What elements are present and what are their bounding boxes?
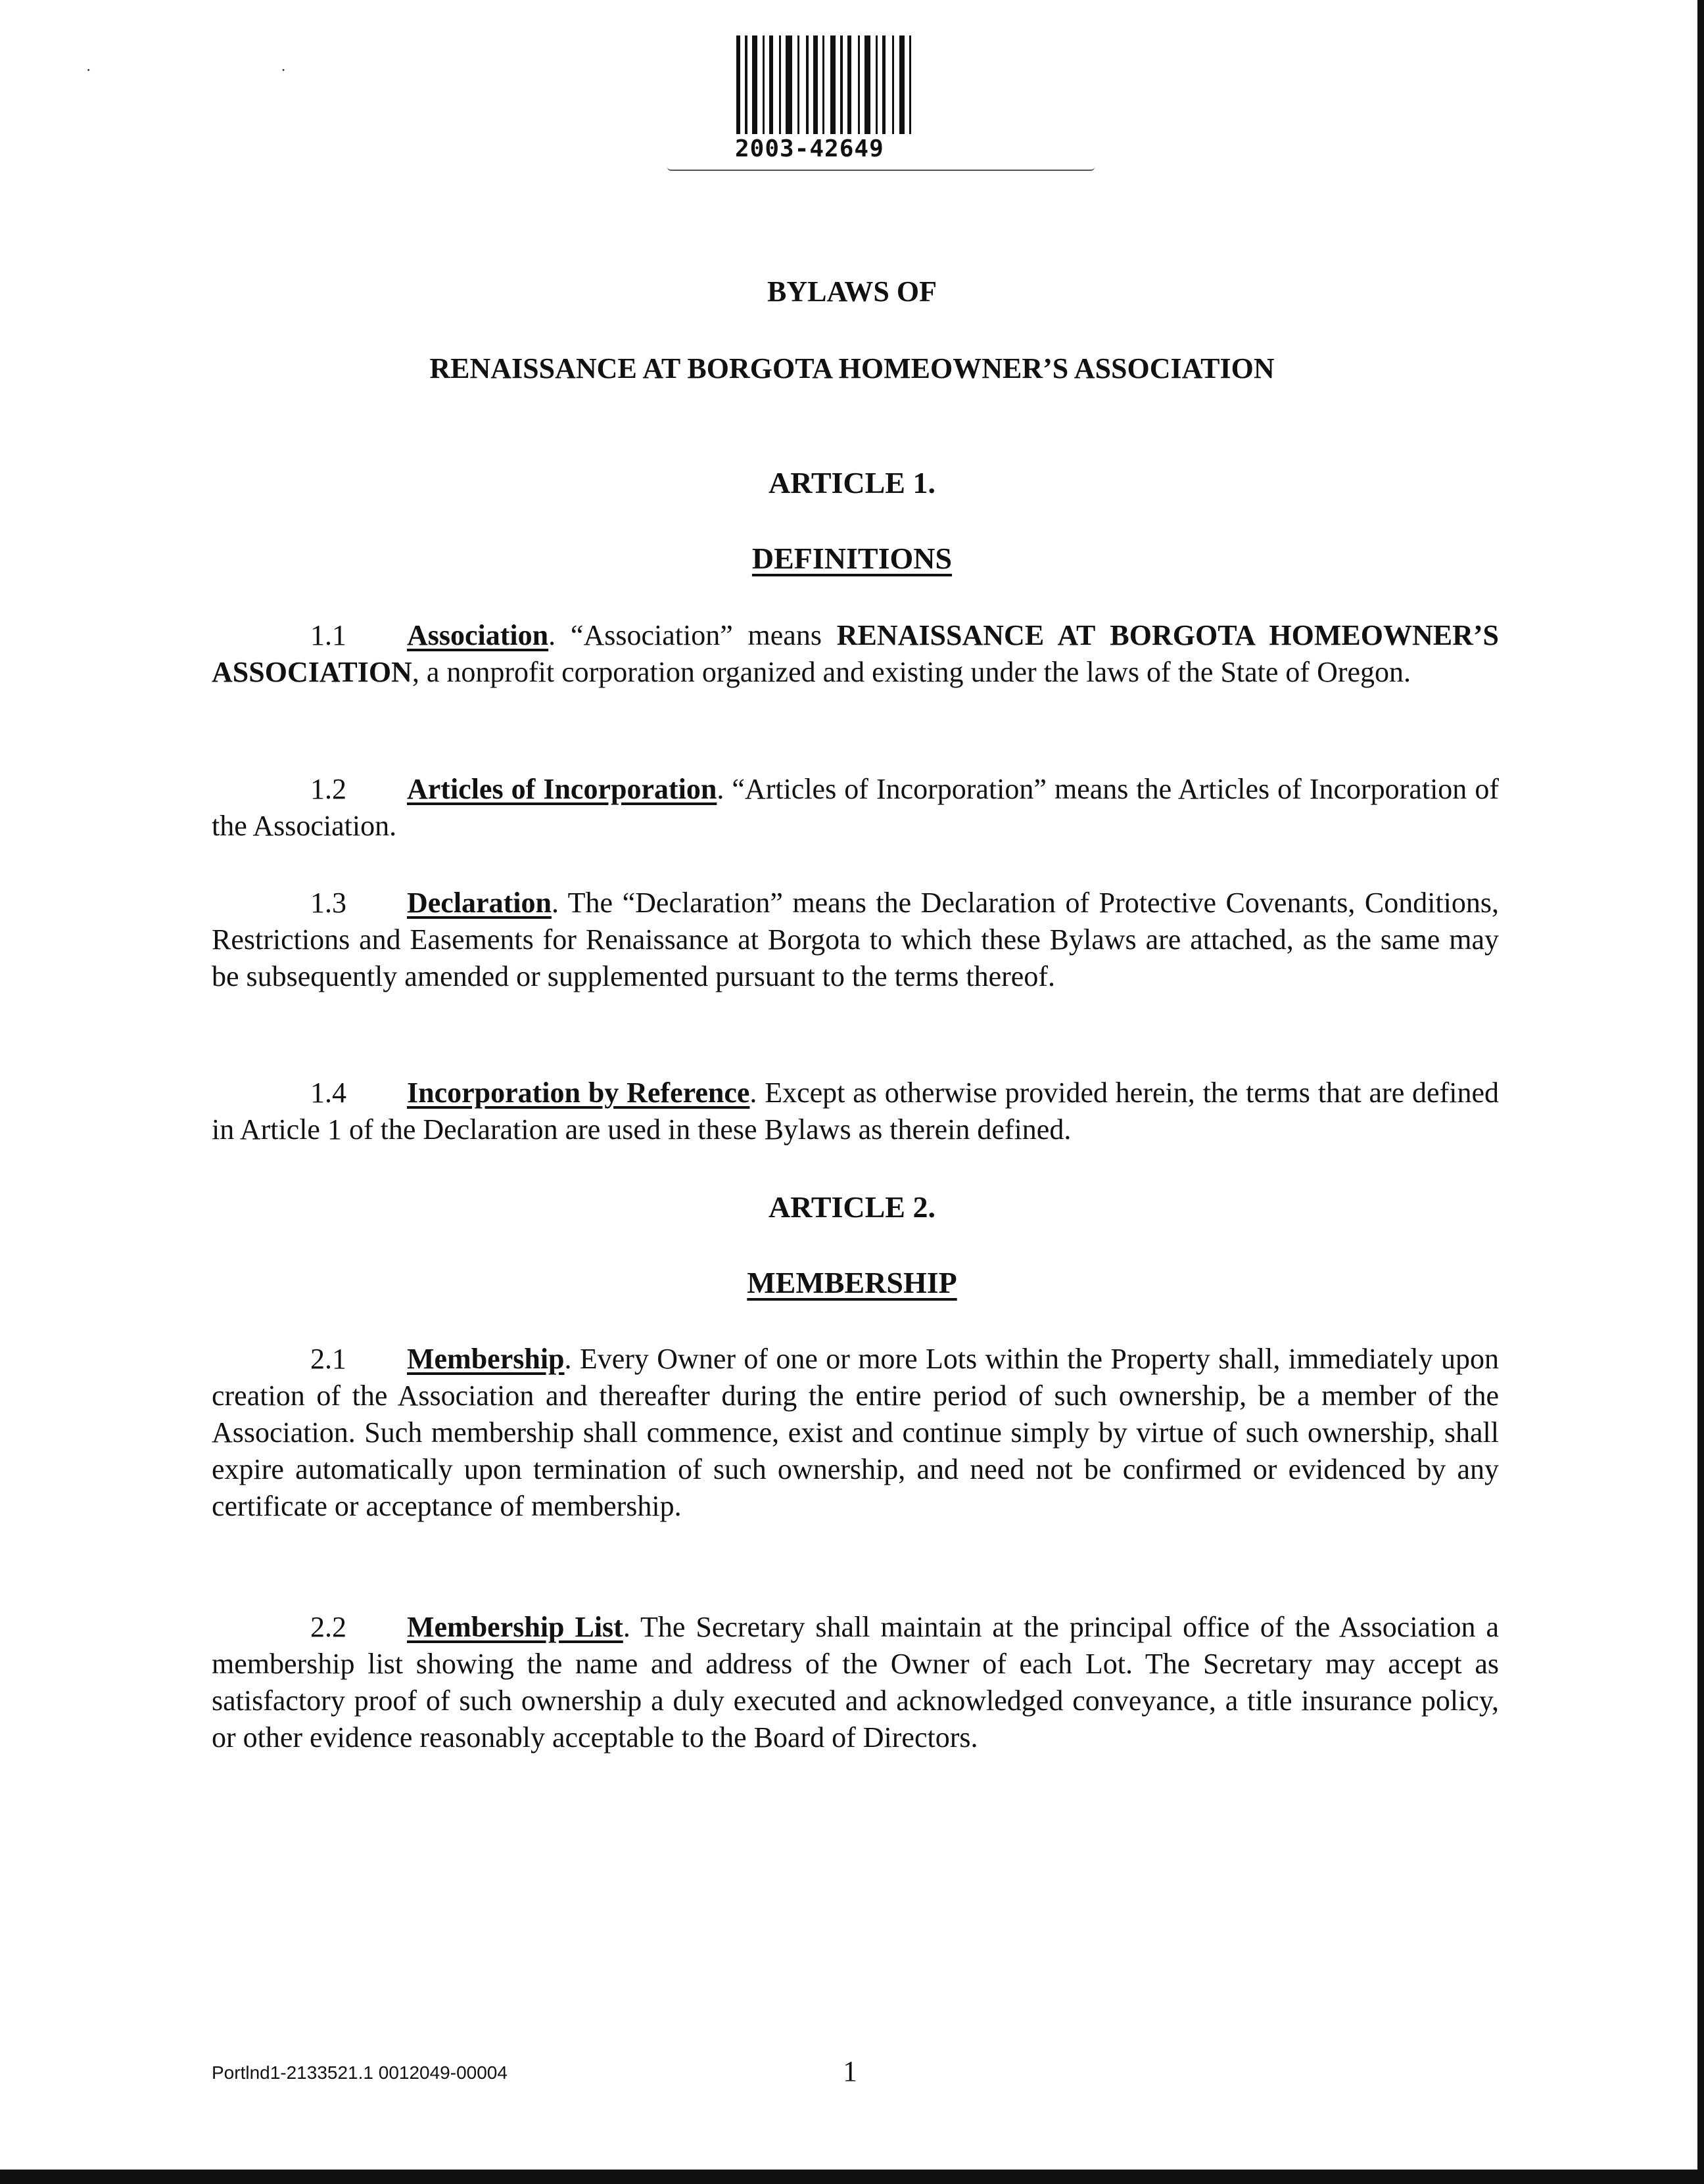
- section-term: Association: [407, 619, 549, 651]
- association-name-title: RENAISSANCE AT BORGOTA HOMEOWNER’S ASSOCIATION: [429, 352, 1275, 384]
- section-term: Declaration: [407, 887, 552, 919]
- section-text: , a nonprofit corporation organized and existing under the laws of the State of Oregon.: [412, 656, 1411, 688]
- section-term: Membership: [407, 1343, 565, 1375]
- section-2-2: [212, 1609, 1499, 1756]
- section-text: . Except as otherwise provided herein, the terms that are defined in Article 1 of the Declaration are used in these Bylaws as therein defined.: [212, 1077, 1499, 1146]
- article-1-heading: ARTICLE 1.: [769, 466, 935, 500]
- section-number: 1.1: [310, 619, 346, 651]
- section-1-2: [212, 771, 1499, 845]
- article-2-heading: ARTICLE 2.: [769, 1190, 935, 1224]
- section-text: . The Secretary shall maintain at the principal office of the Association a membership list showing the name and address of the Owner of each Lot. The Secretary may accept as satisfactory proof of such ownership a duly executed and acknowledged conveyance, a title insurance policy, or other evidence reasonably acceptable to the Board of Directors.: [212, 1611, 1500, 1754]
- section-term: Incorporation by Reference: [407, 1077, 750, 1109]
- section-text: . The “Declaration” means the Declaration of Protective Covenants, Conditions, Restrictions and Easements for Renaissance at Borgota to which these Bylaws are attached, as the same may be subsequently amended or supplemented pursuant to the terms thereof.: [212, 887, 1499, 992]
- barcode-underline: [667, 167, 1095, 171]
- section-term: Membership List: [407, 1611, 623, 1643]
- association-name-bold: RENAISSANCE AT BORGOTA HOMEOWNER’S ASSOCIATION: [212, 619, 1499, 688]
- barcode-image: [736, 35, 1032, 138]
- section-text: . “Articles of Incorporation” means the Articles of Incorporation of the Association.: [212, 773, 1499, 842]
- barcode-bars: [736, 35, 1032, 134]
- page-number: 1: [843, 2055, 857, 2087]
- scan-border-right: [1697, 0, 1704, 2184]
- section-1-3: [212, 885, 1499, 995]
- document-title: BYLAWS OF: [767, 275, 937, 308]
- section-text: . “Association” means: [548, 619, 837, 651]
- section-number: 2.2: [310, 1611, 346, 1643]
- barcode-number: 2003-42649: [735, 135, 884, 162]
- scan-specks: ˙ ˙: [85, 66, 379, 86]
- section-term: Articles of Incorporation: [407, 773, 717, 805]
- section-text: . Every Owner of one or more Lots within the Property shall, immediately upon creation of the Association and thereafter during the entire period of such ownership, be a member of the Association. Such membership shall commence, exist and continue simply by virtue of such ownership, shall expire automatically upon termination of such ownership, and need not be confirmed or evidenced by any certificate or acceptance of membership.: [212, 1343, 1499, 1522]
- section-number: 1.4: [310, 1077, 346, 1109]
- section-number: 1.3: [310, 887, 346, 919]
- article-1-subheading: DEFINITIONS: [751, 542, 953, 575]
- footer-document-id: Portlnd1-2133521.1 0012049-00004: [212, 2062, 508, 2083]
- section-number: 2.1: [310, 1343, 346, 1375]
- scan-border-bottom: [0, 2170, 1704, 2184]
- section-number: 1.2: [310, 773, 346, 805]
- section-2-1: [212, 1341, 1499, 1525]
- article-2-subheading: MEMBERSHIP: [747, 1266, 957, 1299]
- section-1-1: [212, 617, 1499, 691]
- section-1-4: [212, 1075, 1499, 1148]
